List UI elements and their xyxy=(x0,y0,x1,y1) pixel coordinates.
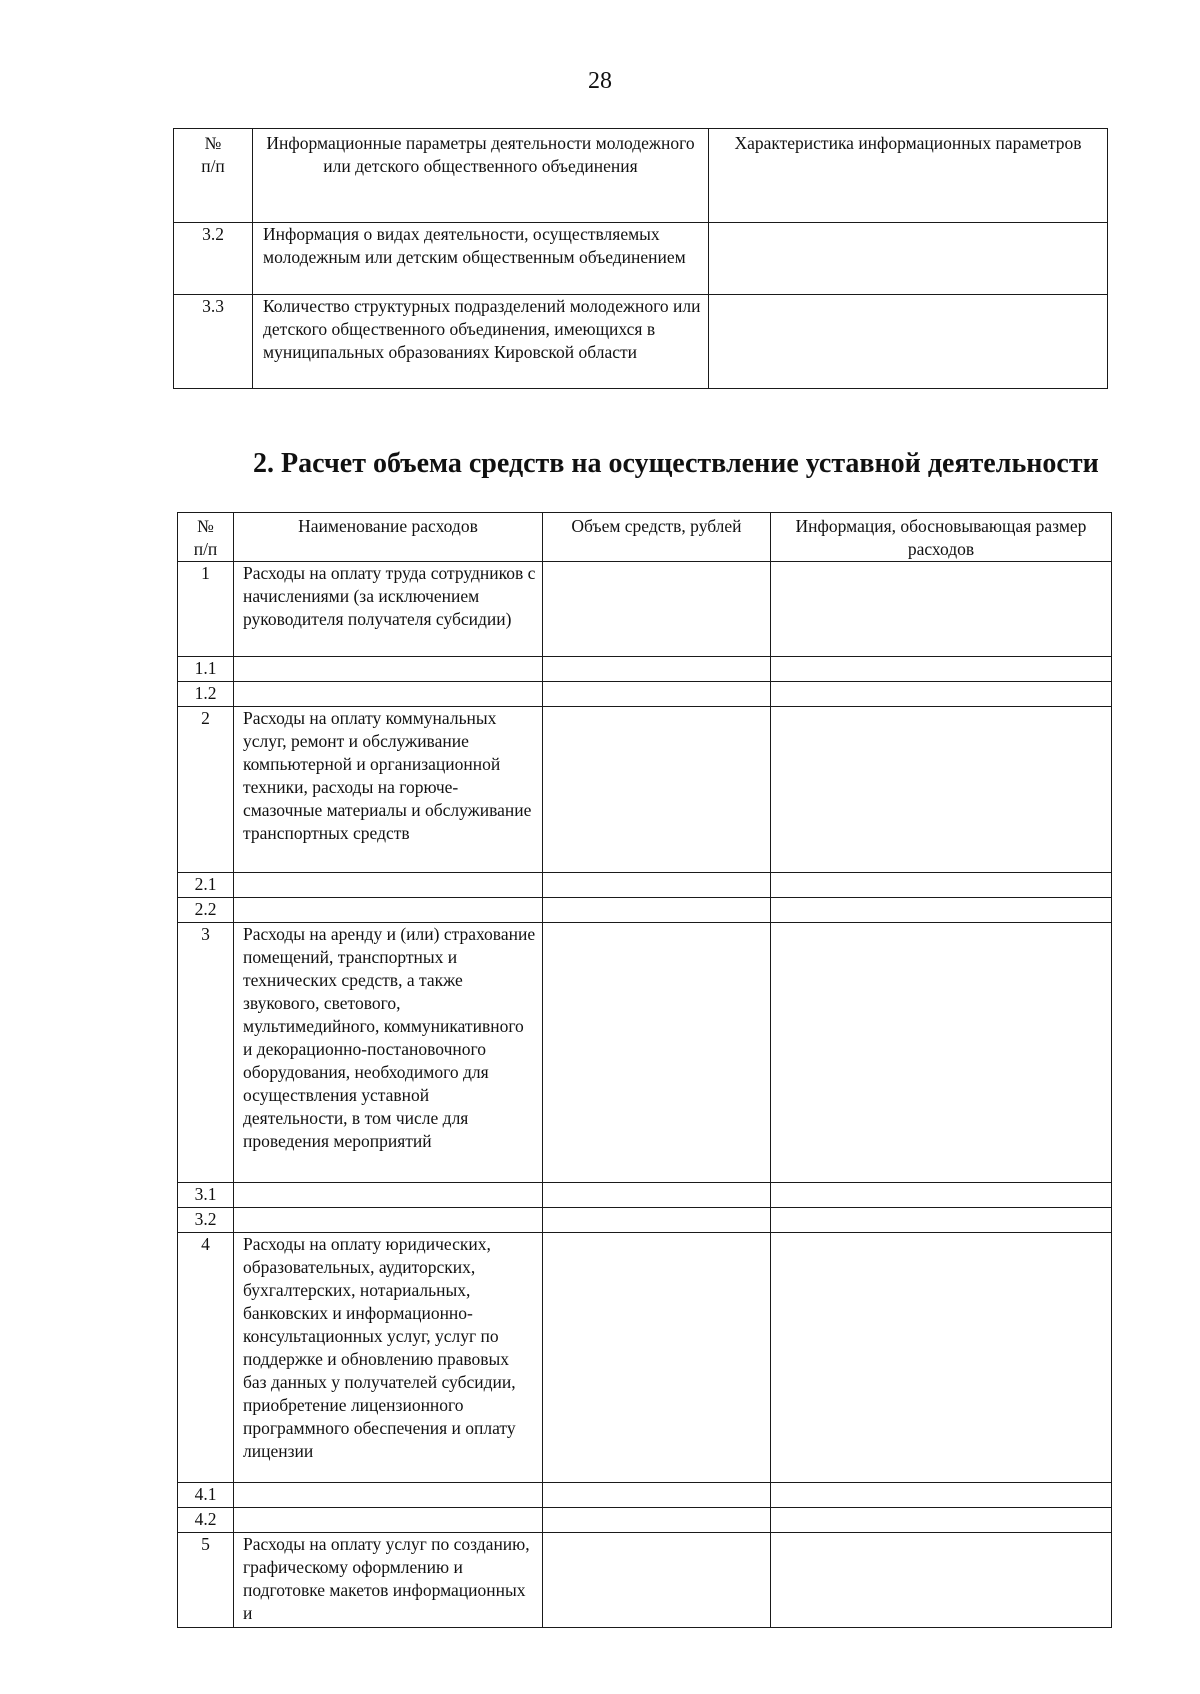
row-expense-name xyxy=(234,682,543,707)
row-number: 2.1 xyxy=(178,873,234,898)
table-row xyxy=(178,898,1112,923)
row-justification xyxy=(771,873,1112,898)
table-row xyxy=(178,923,1112,1183)
page-number: 28 xyxy=(588,68,612,94)
row-number: 1.1 xyxy=(178,657,234,682)
row-amount xyxy=(543,1208,771,1233)
row-expense-name xyxy=(234,1208,543,1233)
info-parameters-table xyxy=(173,128,1108,389)
row-number: 1 xyxy=(178,562,234,657)
row-expense-name: Расходы на оплату труда сотрудников с начислениями (за исключением руководителя получателя субсидии) xyxy=(234,562,543,657)
row-expense-name: Расходы на аренду и (или) страхование помещений, транспортных и технических средств, а также звукового, светового, мультимедийного, коммуникативного и декорационно-постановочного оборудования, необходимого для осуществления уставной деятельности, в том числе для проведения мероприятий xyxy=(234,923,543,1183)
row-amount xyxy=(543,707,771,873)
section-title: 2. Расчет объема средств на осуществление уставной деятельности xyxy=(253,448,1099,479)
table-row xyxy=(174,295,1108,389)
row-expense-name: Расходы на оплату юридических, образовательных, аудиторских, бухгалтерских, нотариальных, банковских и информационно-консультационных услуг, услуг по поддержке и обновлению правовых баз данных у получателей субсидии, приобретение лицензионного программного обеспечения и оплату лицензии xyxy=(234,1233,543,1483)
table-row xyxy=(178,1183,1112,1208)
row-number: 1.2 xyxy=(178,682,234,707)
row-expense-name xyxy=(234,1483,543,1508)
row-amount xyxy=(543,1233,771,1483)
row-expense-name xyxy=(234,1508,543,1533)
row-amount xyxy=(543,873,771,898)
row-parameter: Информация о видах деятельности, осуществляемых молодежным или детским общественным объединением xyxy=(253,223,709,295)
row-amount xyxy=(543,562,771,657)
header-expense-name: Наименование расходов xyxy=(234,513,543,562)
row-justification xyxy=(771,1533,1112,1628)
row-parameter: Количество структурных подразделений молодежного или детского общественного объединения, имеющихся в муниципальных образованиях Кировской области xyxy=(253,295,709,389)
table-row xyxy=(178,1533,1112,1628)
row-expense-name xyxy=(234,657,543,682)
row-justification xyxy=(771,1483,1112,1508)
table-row xyxy=(178,707,1112,873)
row-expense-name: Расходы на оплату услуг по созданию, графическому оформлению и подготовке макетов информационных и xyxy=(234,1533,543,1628)
table-row xyxy=(178,873,1112,898)
row-number: 3.1 xyxy=(178,1183,234,1208)
row-justification xyxy=(771,898,1112,923)
table-row xyxy=(178,682,1112,707)
header-number: № п/п xyxy=(174,129,253,223)
row-justification xyxy=(771,657,1112,682)
table-row xyxy=(178,562,1112,657)
header-parameters: Информационные параметры деятельности молодежного или детского общественного объединения xyxy=(253,129,709,223)
row-justification xyxy=(771,1208,1112,1233)
row-expense-name xyxy=(234,898,543,923)
row-justification xyxy=(771,562,1112,657)
row-amount xyxy=(543,898,771,923)
row-number: 4.2 xyxy=(178,1508,234,1533)
row-justification xyxy=(771,682,1112,707)
row-expense-name xyxy=(234,1183,543,1208)
row-justification xyxy=(771,1508,1112,1533)
row-justification xyxy=(771,923,1112,1183)
row-amount xyxy=(543,657,771,682)
header-number: № п/п xyxy=(178,513,234,562)
table-row xyxy=(178,1233,1112,1483)
table-row xyxy=(174,223,1108,295)
header-amount: Объем средств, рублей xyxy=(543,513,771,562)
row-amount xyxy=(543,1508,771,1533)
header-characteristics: Характеристика информационных параметров xyxy=(709,129,1108,223)
row-number: 3.3 xyxy=(174,295,253,389)
row-characteristic xyxy=(709,223,1108,295)
table-row xyxy=(178,1508,1112,1533)
row-amount xyxy=(543,1533,771,1628)
row-expense-name xyxy=(234,873,543,898)
row-number: 3.2 xyxy=(178,1208,234,1233)
row-number: 2 xyxy=(178,707,234,873)
row-number: 4.1 xyxy=(178,1483,234,1508)
row-amount xyxy=(543,1183,771,1208)
row-justification xyxy=(771,707,1112,873)
row-number: 5 xyxy=(178,1533,234,1628)
header-justification: Информация, обосновывающая размер расходов xyxy=(771,513,1112,562)
table-row xyxy=(178,1208,1112,1233)
row-number: 2.2 xyxy=(178,898,234,923)
row-expense-name: Расходы на оплату коммунальных услуг, ремонт и обслуживание компьютерной и организационной техники, расходы на горюче-смазочные материалы и обслуживание транспортных средств xyxy=(234,707,543,873)
table-row xyxy=(178,1483,1112,1508)
row-number: 3.2 xyxy=(174,223,253,295)
row-justification xyxy=(771,1183,1112,1208)
row-justification xyxy=(771,1233,1112,1483)
row-number: 3 xyxy=(178,923,234,1183)
row-characteristic xyxy=(709,295,1108,389)
expenses-table xyxy=(177,512,1112,1628)
row-number: 4 xyxy=(178,1233,234,1483)
row-amount xyxy=(543,682,771,707)
row-amount xyxy=(543,923,771,1183)
table-row xyxy=(178,657,1112,682)
row-amount xyxy=(543,1483,771,1508)
